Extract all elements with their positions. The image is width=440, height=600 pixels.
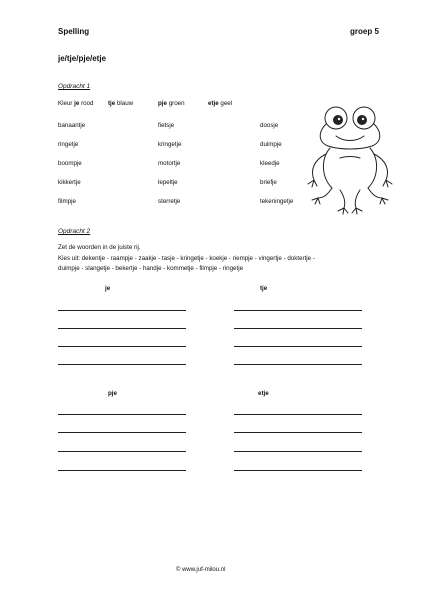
column-header-je: je <box>105 285 111 292</box>
opdracht2-choices-line2: duimpje - slangetje - bekertje - handje - kommetje - filmpje - ringetje <box>58 265 244 272</box>
answer-line[interactable] <box>234 414 362 415</box>
answer-line[interactable] <box>234 432 362 433</box>
column-header-etje: etje <box>258 390 269 397</box>
word-item: lepeltje <box>158 179 178 186</box>
legend-color: rood <box>81 100 94 107</box>
word-item: briefje <box>260 179 277 186</box>
word-item: motortje <box>158 160 181 167</box>
frog-icon <box>300 98 400 218</box>
word-item: boompje <box>58 160 82 167</box>
column-header-tje: tje <box>260 285 268 292</box>
word-item: filmpje <box>58 198 76 205</box>
answer-line[interactable] <box>58 470 186 471</box>
answer-line[interactable] <box>234 346 362 347</box>
opdracht2-choices-line1: Kies uit: dekentje - raampje - zaakje - tasje - kringetje - koekje - riempje - vingertje - doktertje - <box>58 255 315 262</box>
answer-line[interactable] <box>58 432 186 433</box>
answer-line[interactable] <box>58 310 186 311</box>
word-item: sterretje <box>158 198 181 205</box>
answer-line[interactable] <box>58 451 186 452</box>
legend-key: tje <box>108 100 116 107</box>
answer-line[interactable] <box>234 470 362 471</box>
answer-line[interactable] <box>58 328 186 329</box>
column-header-pje: pje <box>108 390 117 397</box>
legend-key: pje <box>158 100 167 107</box>
answer-line[interactable] <box>58 364 186 365</box>
word-item: ringetje <box>58 141 79 148</box>
header-title: Spelling <box>58 27 90 36</box>
word-item: duimpje <box>260 141 282 148</box>
opdracht2-title: Opdracht 2 <box>58 228 91 235</box>
opdracht2-instruction: Zet de woorden in de juiste rij. <box>58 244 141 251</box>
legend-color: geel <box>220 100 233 107</box>
legend-key: etje <box>208 100 219 107</box>
answer-line[interactable] <box>234 451 362 452</box>
word-item: fietsje <box>158 122 175 129</box>
answer-line[interactable] <box>58 346 186 347</box>
word-item: banaantje <box>58 122 86 129</box>
word-item: kringetje <box>158 141 182 148</box>
word-item: kleedje <box>260 160 280 167</box>
footer-copyright: © www.juf-milou.nl <box>176 567 226 573</box>
legend-tje <box>108 100 133 107</box>
legend-color: blauw <box>116 100 134 107</box>
legend-pje <box>158 100 185 107</box>
header-grade: groep 5 <box>350 27 379 36</box>
legend-key: je <box>74 100 80 107</box>
answer-line[interactable] <box>234 328 362 329</box>
word-item: tekeningetje <box>260 198 294 205</box>
opdracht1-title: Opdracht 1 <box>58 83 91 90</box>
answer-line[interactable] <box>234 310 362 311</box>
legend-prefix: Kleur <box>58 100 75 107</box>
legend-etje <box>208 100 232 107</box>
answer-line[interactable] <box>234 364 362 365</box>
word-item: doosje <box>260 122 279 129</box>
page-subtitle: je/tje/pje/etje <box>58 54 107 63</box>
legend-je <box>58 100 93 107</box>
word-item: kikkertje <box>58 179 81 186</box>
answer-line[interactable] <box>58 414 186 415</box>
legend-color: groen <box>168 100 185 107</box>
